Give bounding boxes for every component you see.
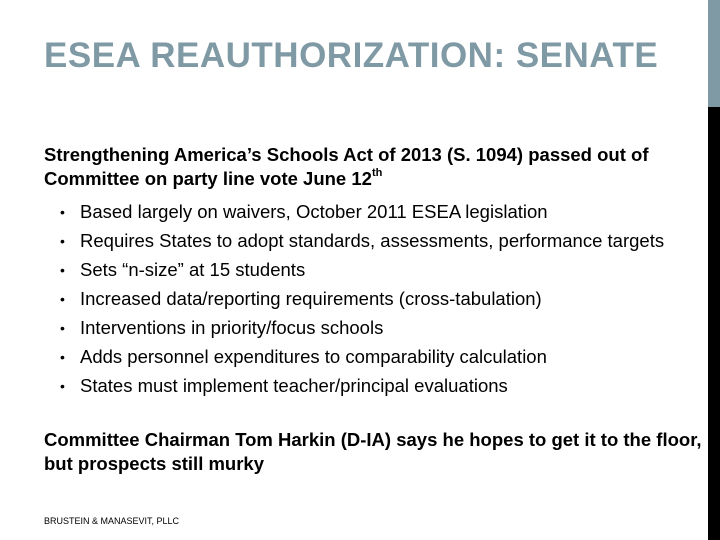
intro-text bbox=[44, 143, 704, 191]
bullet-item bbox=[60, 316, 700, 341]
bullet-icon: • bbox=[60, 349, 65, 365]
intro-main: Strengthening America’s Schools Act of 2013 (S. 1094) passed out of Committee on party line vote June 12 bbox=[44, 144, 649, 189]
bullet-list bbox=[60, 200, 700, 403]
bullet-icon: • bbox=[60, 378, 65, 394]
bullet-text: Interventions in priority/focus schools bbox=[80, 317, 384, 338]
intro-superscript: th bbox=[371, 167, 383, 179]
bullet-icon: • bbox=[60, 204, 65, 220]
bullet-text: Adds personnel expenditures to comparability calculation bbox=[80, 346, 547, 367]
bullet-text: Requires States to adopt standards, assessments, performance targets bbox=[80, 230, 665, 251]
bullet-icon: • bbox=[60, 320, 65, 336]
closing-text: Committee Chairman Tom Harkin (D-IA) says he hopes to get it to the floor, but prospects still murky bbox=[44, 429, 702, 474]
bullet-icon: • bbox=[60, 262, 65, 278]
accent-bar-bottom bbox=[708, 107, 720, 540]
bullet-item bbox=[60, 374, 700, 399]
bullet-item bbox=[60, 229, 700, 254]
bullet-text: Based largely on waivers, October 2011 ESEA legislation bbox=[80, 201, 548, 222]
bullet-text: Sets “n-size” at 15 students bbox=[80, 259, 306, 280]
bullet-item bbox=[60, 287, 700, 312]
footer: BRUSTEIN & MANASEVIT, PLLC bbox=[44, 516, 180, 526]
bullet-icon: • bbox=[60, 233, 65, 249]
bullet-item bbox=[60, 200, 700, 225]
bullet-text: States must implement teacher/principal evaluations bbox=[80, 375, 508, 396]
bullet-icon: • bbox=[60, 291, 65, 307]
slide-title: ESEA REAUTHORIZATION: SENATE bbox=[44, 36, 659, 75]
bullet-item bbox=[60, 345, 700, 370]
bullet-item bbox=[60, 258, 700, 283]
bullet-text: Increased data/reporting requirements (cross-tabulation) bbox=[80, 288, 542, 309]
accent-bar-top bbox=[708, 0, 720, 107]
